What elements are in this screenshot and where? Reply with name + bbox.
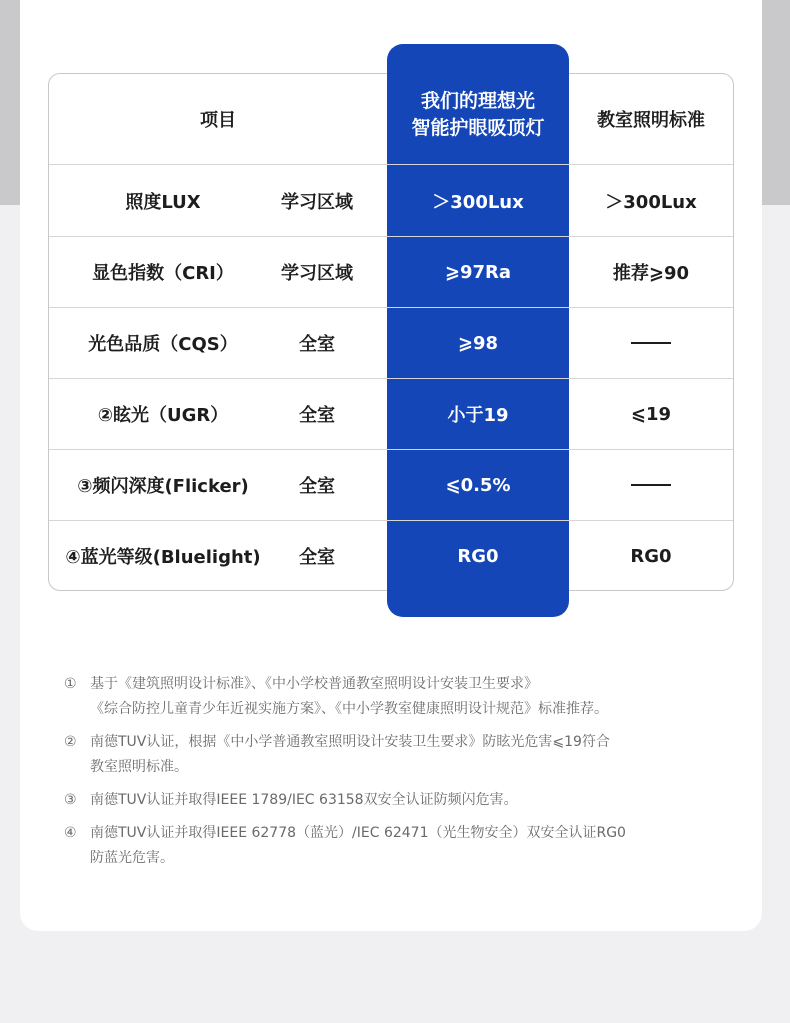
row-standard-value: ＞300Lux	[605, 191, 697, 213]
row-scope: 学习区域	[281, 263, 353, 284]
header-ideal-line1: 我们的理想光	[420, 90, 535, 112]
footnote-line: 基于《建筑照明设计标准》、《中小学校普通教室照明设计安装卫生要求》	[90, 676, 538, 692]
row-scope: 全室	[299, 476, 335, 497]
footnote-line: 教室照明标准。	[90, 759, 188, 775]
row-standard-value: 推荐⩾90	[612, 263, 690, 284]
footnote-number: ④	[64, 825, 77, 841]
header-ideal-light	[387, 88, 569, 142]
row-ideal-value: ＞300Lux	[432, 191, 524, 213]
header-item: 项目	[200, 110, 236, 131]
row-item: 光色品质（CQS）	[88, 334, 238, 355]
row-item: 照度LUX	[125, 191, 201, 213]
row-ideal-value: RG0	[457, 545, 499, 567]
row-standard-value	[569, 450, 733, 520]
row-item: ④蓝光等级(Bluelight)	[65, 547, 261, 568]
footnote	[64, 788, 724, 813]
footnote	[64, 730, 724, 780]
footnote-number: ②	[64, 734, 77, 750]
footnote-text	[90, 788, 724, 813]
row-ideal-value: 小于19	[447, 405, 509, 426]
header-standard: 教室照明标准	[597, 110, 705, 131]
footnote-line: 南德TUV认证，根据《中小学普通教室照明设计安装卫生要求》防眩光危害⩽19符合	[90, 734, 610, 750]
row-standard-value	[569, 308, 733, 378]
row-ideal-value: ⩾98	[457, 332, 499, 354]
footnotes	[64, 672, 724, 879]
footnote-line: 防蓝光危害。	[90, 850, 174, 866]
row-scope: 全室	[299, 547, 335, 568]
row-item: ③频闪深度(Flicker)	[77, 476, 249, 497]
footnote	[64, 821, 724, 871]
dash-placeholder	[631, 484, 671, 486]
row-standard-value: ⩽19	[630, 403, 672, 425]
row-ideal-value: ⩽0.5%	[445, 474, 511, 496]
row-ideal-value: ⩾97Ra	[444, 261, 512, 283]
footnote-text	[90, 821, 724, 871]
footnote	[64, 672, 724, 722]
footnote-number: ③	[64, 792, 77, 808]
row-standard-value: RG0	[630, 545, 672, 567]
footnote-text	[90, 672, 724, 722]
header-ideal-line2: 智能护眼吸顶灯	[411, 117, 545, 139]
footnote-line: 《综合防控儿童青少年近视实施方案》、《中小学教室健康照明设计规范》标准推荐。	[90, 701, 608, 717]
row-scope: 全室	[299, 334, 335, 355]
footnote-line: 南德TUV认证并取得IEEE 1789/IEC 63158双安全认证防频闪危害。	[90, 792, 518, 808]
dash-placeholder	[631, 342, 671, 344]
row-scope: 全室	[299, 405, 335, 426]
row-scope: 学习区域	[281, 191, 353, 213]
footnote-number: ①	[64, 676, 77, 692]
row-item: 显色指数（CRI）	[92, 263, 234, 284]
footnote-line: 南德TUV认证并取得IEEE 62778（蓝光）/IEC 62471（光生物安全）双安全认证RG0	[90, 825, 626, 841]
footnote-text	[90, 730, 724, 780]
row-item: ②眩光（UGR）	[97, 405, 229, 426]
